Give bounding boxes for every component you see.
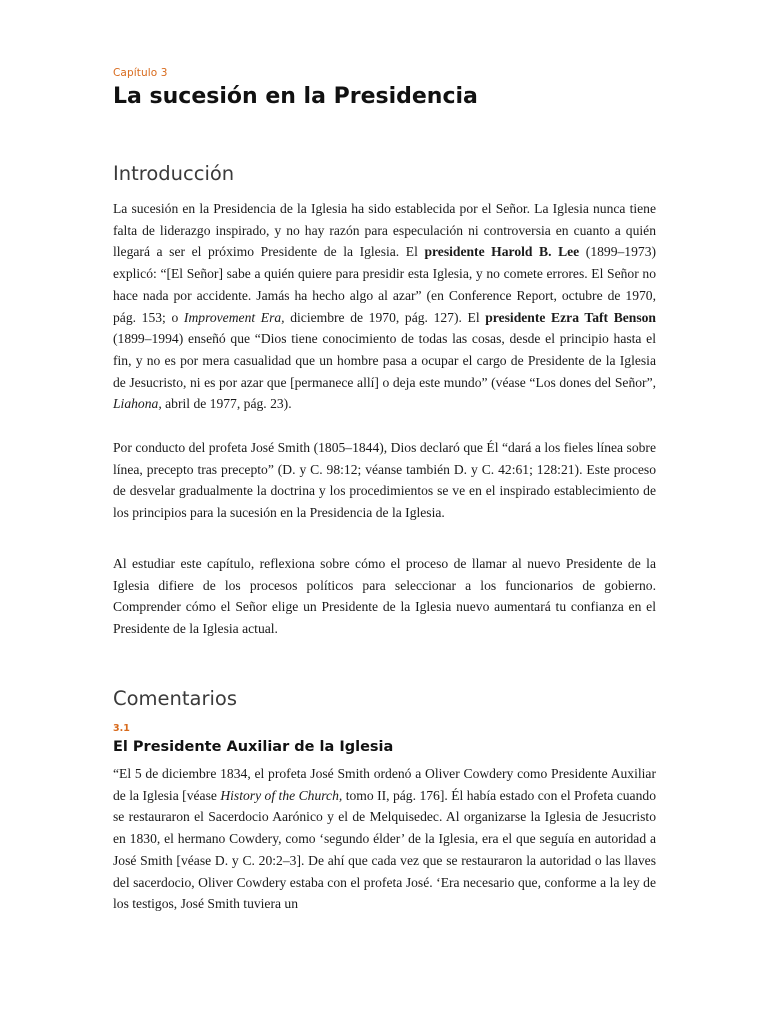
intro-paragraph-2: Por conducto del profeta José Smith (1805–1844), Dios declaró que Él “dará a los fieles línea sobre línea, precepto tras precepto” (D. y C. 98:12; véanse también D. y C. 42:61; 128:21). Este proceso de desvelar gradualmente la doctrina y los procedimientos se ve en el inspirado establecimiento de los principios para la sucesión en la Presidencia de la Iglesia. [113, 440, 656, 521]
emphasis-lee: presidente Harold B. Lee [424, 244, 580, 260]
citation-history-of-the-church: History of the Church, [220, 787, 343, 803]
citation-liahona: Liahona, [113, 396, 162, 412]
section-heading-comentarios: Comentarios [113, 687, 238, 710]
subsection-title: El Presidente Auxiliar de la Iglesia [113, 739, 394, 755]
comentario-paragraph-1: “El 5 de diciembre 1834, el profeta José Smith ordenó a Oliver Cowdery como Presidente Auxiliar de la Iglesia [véase History of the Church, tomo II, pág. 176]. Él había estado con el Profeta cuando se restauraron el Sacerdocio Aarónico y el de Melquisedec. Al organizarse la Iglesia de Jesucristo en 1830, el hermano Cowdery, como ‘segundo élder’ de la Iglesia, era el que seguía en autoridad a José Smith [véase D. y C. 20:2–3]. De ahí que cada vez que se restauraron la autoridad o las llaves del sacerdocio, Oliver Cowdery estaba con el profeta José. ‘Era necesario que, conforme a la ley de los testigos, José Smith tuviera un [113, 766, 656, 912]
citation-improvement-era: Improvement Era, [183, 309, 285, 325]
intro-paragraph-1: La sucesión en la Presidencia de la Iglesia ha sido establecida por el Señor. La Iglesia nunca tiene falta de liderazgo inspirado, y no hay razón para especulación ni controversia en cuanto a quién llegará a ser el próximo Presidente de la Iglesia. El presidente Harold B. Lee (1899–1973) explicó: “[El Señor] sabe a quién quiere para presidir esta Iglesia, y no comete errores. El Señor no hace nada por accidente. Jamás ha hecho algo al azar” (en Conference Report, octubre de 1970, pág. 153; o Improvement Era, diciembre de 1970, pág. 127). El presidente Ezra Taft Benson (1899–1994) enseñó que “Dios tiene conocimiento de todas las cosas, desde el principio hasta el fin, y no es por mera casualidad que un hombre pasa a ocupar el cargo de Presidente de la Iglesia de Jesucristo, ni es por azar que [permanece allí] o deja este mundo” (véase “Los dones del Señor”, Liahona, abril de 1977, pág. 23). [113, 201, 657, 412]
chapter-title: La sucesión en la Presidencia [113, 84, 478, 109]
emphasis-benson: presidente Ezra Taft Benson [485, 309, 656, 325]
section-heading-introduccion: Introducción [113, 162, 235, 185]
subsection-number: 3.1 [113, 723, 130, 734]
chapter-label: Capítulo 3 [113, 67, 168, 79]
intro-paragraph-3: Al estudiar este capítulo, reflexiona sobre cómo el proceso de llamar al nuevo Presidente de la Iglesia difiere de los procesos políticos para seleccionar a los funcionarios de gobierno. Comprender cómo el Señor elige un Presidente de la Iglesia nuevo aumentará tu confianza en el Presidente de la Iglesia actual. [113, 556, 656, 637]
